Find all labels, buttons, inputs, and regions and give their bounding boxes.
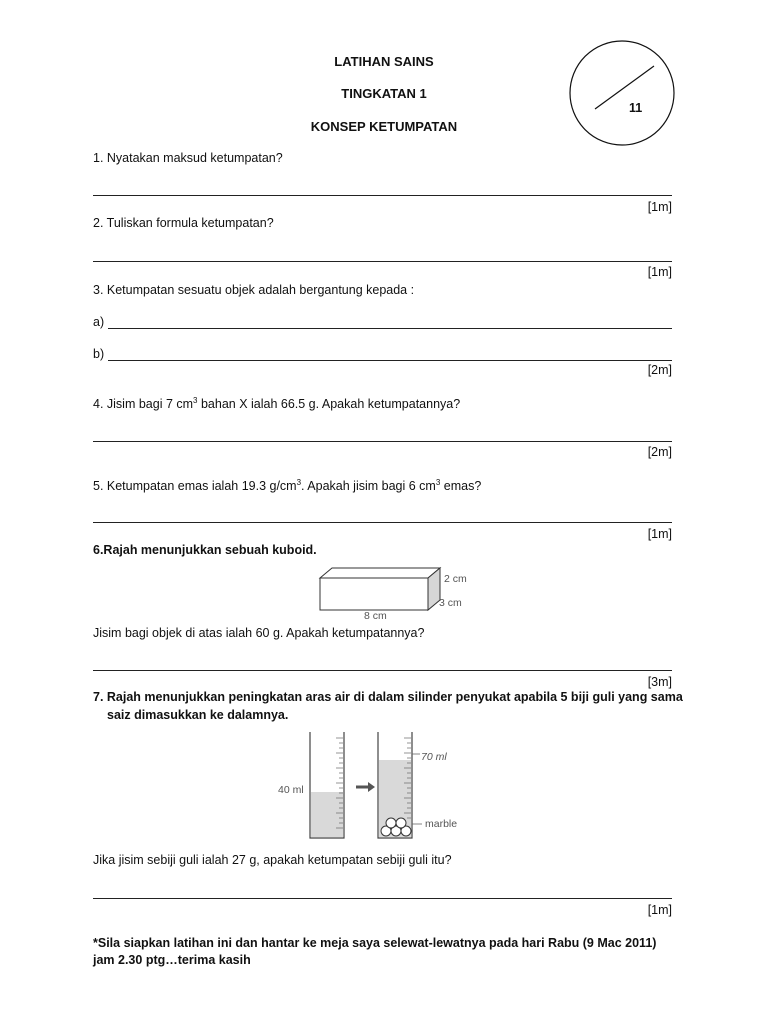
mark-q3: [2m] — [647, 363, 672, 377]
question-2: 2. Tuliskan formula ketumpatan? — [93, 216, 274, 230]
marble-label: marble — [425, 818, 458, 830]
question-3: 3. Ketumpatan sesuatu objek adalah bergantung kepada : — [93, 283, 415, 297]
worksheet-title: LATIHAN SAINS — [334, 54, 434, 69]
answer-line-5[interactable] — [93, 522, 672, 523]
q5-sup-1: 3 — [296, 478, 302, 487]
cylinder-diagram — [276, 730, 476, 842]
answer-line-3b[interactable] — [108, 360, 672, 361]
answer-line-3a[interactable] — [108, 328, 672, 329]
mark-q4: [2m] — [647, 445, 672, 459]
q4-text-b: bahan X ialah 66.5 g. Apakah ketumpatannya? — [197, 397, 461, 412]
mark-q7: [1m] — [647, 903, 672, 917]
cuboid-depth-label: 3 cm — [439, 597, 462, 609]
before-volume-label: 40 ml — [278, 784, 304, 796]
question-6: 6.Rajah menunjukkan sebuah kuboid. — [93, 543, 317, 557]
q5-text-c: emas? — [440, 479, 482, 494]
cuboid-drawing — [316, 562, 476, 624]
mark-q2: [1m] — [647, 265, 672, 279]
after-volume-label: 70 ml — [421, 751, 447, 763]
q5-text-a: 5. Ketumpatan emas ialah 19.3 g/cm — [93, 479, 297, 494]
answer-line-2[interactable] — [93, 261, 672, 262]
question-4 — [93, 396, 460, 411]
submission-note — [93, 935, 675, 969]
score-circle-drawing — [568, 39, 676, 147]
mark-q5: [1m] — [647, 527, 672, 541]
question-7-line-2: saiz dimasukkan ke dalamnya. — [107, 708, 289, 722]
q3-label-a: a) — [93, 315, 105, 329]
q4-text-a: 4. Jisim bagi 7 cm — [93, 397, 194, 412]
q4-sup: 3 — [193, 396, 198, 405]
mark-q6: [3m] — [647, 675, 672, 689]
form-level: TINGKATAN 1 — [341, 86, 427, 101]
answer-line-4[interactable] — [93, 441, 672, 442]
answer-line-6[interactable] — [93, 670, 672, 671]
question-7-line-1: 7. Rajah menunjukkan peningkatan aras air di dalam silinder penyukat apabila 5 biji guli yang sama — [93, 690, 683, 704]
q3-label-b: b) — [93, 347, 105, 361]
mark-q1: [1m] — [647, 200, 672, 214]
q5-sup-2: 3 — [435, 478, 441, 487]
score-value: 11 — [629, 101, 643, 115]
cuboid-diagram — [316, 562, 476, 624]
submission-note-line-2: jam 2.30 ptg…terima kasih — [93, 953, 251, 967]
question-6-text: Jisim bagi objek di atas ialah 60 g. Apakah ketumpatannya? — [93, 626, 425, 640]
topic-title: KONSEP KETUMPATAN — [310, 119, 458, 134]
question-5 — [93, 478, 481, 493]
score-circle — [568, 39, 676, 147]
answer-line-7[interactable] — [93, 898, 672, 899]
q5-text-b: . Apakah jisim bagi 6 cm — [301, 479, 436, 494]
question-7-text: Jika jisim sebiji guli ialah 27 g, apakah ketumpatan sebiji guli itu? — [93, 853, 452, 867]
answer-line-1[interactable] — [93, 195, 672, 196]
question-1: 1. Nyatakan maksud ketumpatan? — [93, 151, 283, 165]
cuboid-length-label: 8 cm — [364, 610, 387, 622]
submission-note-line-1: *Sila siapkan latihan ini dan hantar ke meja saya selewat-lewatnya pada hari Rabu (9 Mac 2011) — [93, 936, 657, 950]
cuboid-height-label: 2 cm — [444, 573, 467, 585]
